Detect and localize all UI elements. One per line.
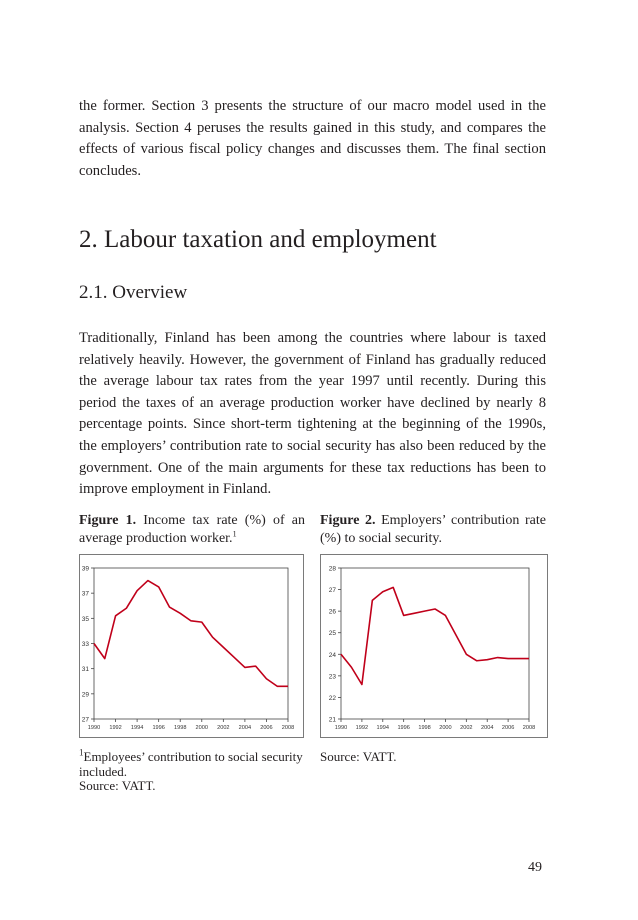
chart2-y-tick-label: 25 — [328, 630, 336, 638]
section-heading: 2. Labour taxation and employment — [79, 226, 437, 253]
chart1-x-tick-label: 1996 — [152, 725, 165, 731]
chart1-x-tick-label: 2004 — [238, 725, 252, 731]
chart1-x-tick-label: 2008 — [281, 725, 295, 731]
figure2-caption-text: Employers’ contribution rate (%) to social security. — [320, 513, 546, 546]
figure2-label: Figure 2. — [320, 513, 376, 528]
page-number: 49 — [528, 860, 542, 875]
footnote — [79, 747, 305, 779]
footnote-mark: 1 — [79, 747, 84, 758]
figure2-source: Source: VATT. — [320, 749, 397, 764]
figure1-caption-text: Income tax rate (%) of an average production worker. — [79, 513, 305, 546]
chart2-y-tick-label: 22 — [328, 694, 336, 702]
overview-paragraph: Traditionally, Finland has been among the countries where labour is taxed relatively heavily. However, the government of Finland has gradually reduced the average labour tax rates from the year 1997 until recently. During this period the taxes of an average production worker have declined by nearly 8 percentage points. Since short-term tightening at the beginning of the 1990s, the employers’ contribution rate to social security has also been reduced by the government. One of the main arguments for these tax reductions has been to improve employment in Finland. — [79, 330, 546, 498]
chart2-x-tick-label: 2008 — [522, 725, 536, 731]
chart2-x-tick-label: 2002 — [460, 725, 473, 731]
chart2-x-tick-label: 1990 — [334, 725, 348, 731]
chart2-plot-area — [341, 568, 529, 719]
chart2-x-tick-label: 2000 — [439, 725, 452, 731]
chart2-x-tick-label: 1994 — [376, 725, 390, 731]
chart2-y-tick-label: 21 — [328, 716, 336, 724]
chart1-y-tick-label: 35 — [81, 615, 89, 623]
chart1-y-tick-label: 39 — [81, 565, 89, 573]
subsection-heading: 2.1. Overview — [79, 282, 188, 303]
figure1-chart — [80, 555, 303, 737]
chart2-x-tick-label: 2004 — [480, 725, 494, 731]
chart2-x-tick-label: 1998 — [418, 725, 431, 731]
chart1-plot-area — [94, 568, 288, 719]
chart2-x-tick-label: 2006 — [501, 725, 515, 731]
chart1-y-tick-label: 29 — [81, 691, 89, 699]
figure2-chart — [321, 555, 547, 737]
figure2-chart-frame — [320, 554, 548, 738]
intro-paragraph: the former. Section 3 presents the structure of our macro model used in the analysis. Section 4 peruses the results gained in this study, and compares the effects of various fiscal policy changes and discusses them. The final section concludes. — [79, 98, 546, 179]
chart2-y-tick-label: 27 — [328, 587, 336, 595]
chart2-y-tick-label: 23 — [328, 673, 336, 681]
chart1-series-line — [94, 581, 288, 687]
chart2-y-tick-label: 26 — [328, 608, 336, 616]
chart1-y-tick-label: 27 — [81, 716, 89, 724]
chart1-x-tick-label: 1990 — [87, 725, 101, 731]
chart1-x-tick-label: 1994 — [130, 725, 144, 731]
figure1-chart-frame — [79, 554, 304, 738]
chart1-y-tick-label: 33 — [81, 641, 89, 648]
figure1-caption — [79, 512, 305, 548]
chart1-x-tick-label: 2006 — [260, 725, 273, 731]
chart1-y-tick-label: 31 — [81, 666, 89, 674]
figure1-notes — [79, 747, 305, 794]
chart1-x-tick-label: 1998 — [173, 725, 187, 731]
figure1-footnote-mark: 1 — [232, 529, 237, 539]
figure2-caption — [320, 512, 546, 548]
chart2-x-tick-label: 1992 — [355, 725, 369, 731]
chart2-series-line — [341, 587, 529, 684]
figure1-label: Figure 1. — [79, 513, 137, 528]
figure1-source: Source: VATT. — [79, 778, 156, 793]
chart1-x-tick-label: 2002 — [217, 725, 230, 731]
chart1-y-tick-label: 37 — [81, 590, 89, 598]
chart2-y-tick-label: 24 — [328, 651, 336, 659]
footnote-text: Employees’ contribution to social security included. — [79, 749, 303, 779]
chart2-y-tick-label: 28 — [328, 565, 336, 573]
chart1-x-tick-label: 1992 — [109, 725, 122, 731]
chart2-x-tick-label: 1996 — [397, 725, 410, 731]
chart1-x-tick-label: 2000 — [195, 725, 209, 731]
